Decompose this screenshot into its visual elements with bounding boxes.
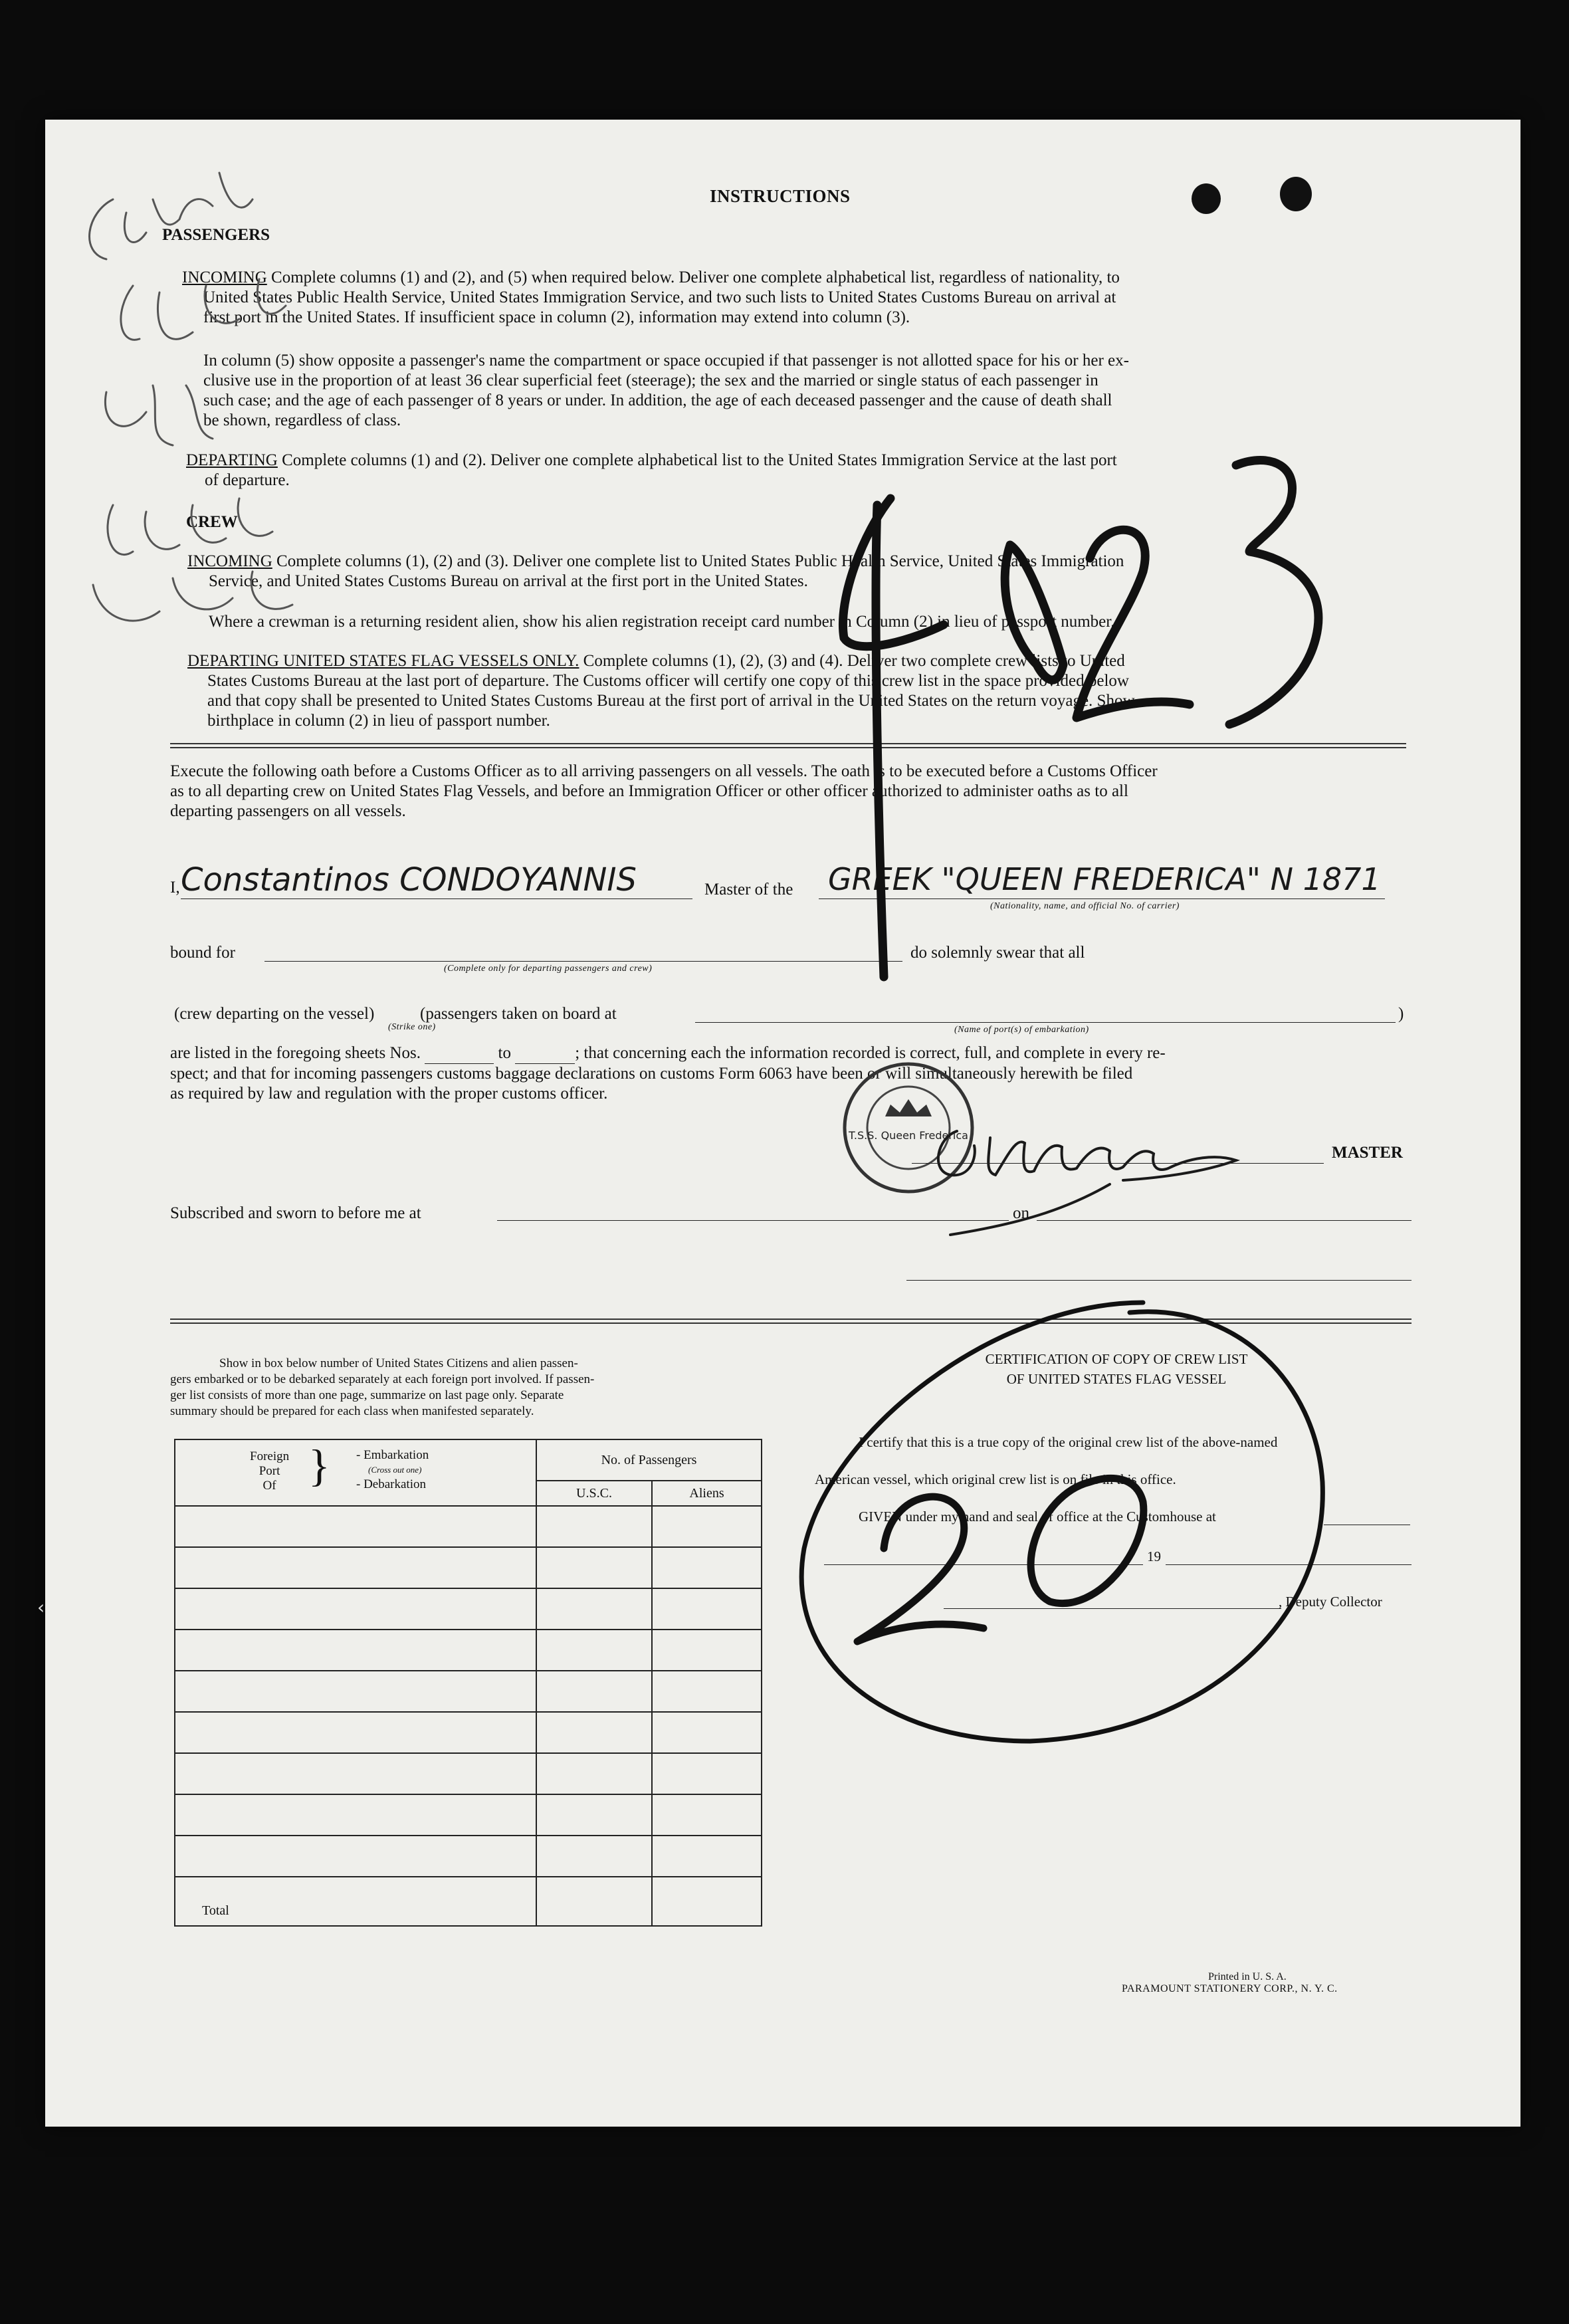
embarkation-option[interactable]: - Embarkation [356,1448,429,1462]
sheets-label: are listed in the foregoing sheets Nos. [170,1044,421,1062]
usc-cell[interactable] [536,1794,652,1836]
divider [170,743,1406,744]
table-row [175,1588,762,1630]
close-paren: ) [1398,1005,1404,1023]
i-label: I, [170,879,180,897]
aliens-cell[interactable] [652,1588,762,1630]
aliens-cell[interactable] [652,1630,762,1671]
text-line: Service, and United States Customs Bureau on arrival at the first port in the United States. [209,572,808,590]
table-row [175,1753,762,1794]
bound-caption: (Complete only for departing passengers and crew) [444,964,653,974]
passengers-taken-option: (passengers taken on board at [420,1005,617,1023]
text-line: Of [262,1479,276,1493]
total-label: Total [175,1877,536,1926]
margin-date-text [37,0,56,11]
text-line: and that copy shall be presented to United States Customs Bureau at the first port of arrival in the United States on the return voyage. Show [207,692,1135,710]
passenger-summary-table [174,1439,762,1927]
aliens-cell[interactable] [652,1794,762,1836]
circled-number-text [24,0,35,11]
sheets-from-field[interactable] [425,1043,494,1064]
table-row [175,1794,762,1836]
aliens-cell[interactable] [652,1671,762,1712]
text-line: Complete columns (1), (2) and (3). Deliver one complete list to United States Public Health Service, United States Immigration [276,552,1124,570]
vessel-line [819,898,1385,899]
text-line: departing passengers on all vessels. [170,802,406,820]
text-line: be shown, regardless of class. [203,411,401,429]
swear-label: do solemnly swear that all [910,944,1085,962]
cross-out-note: (Cross out one) [368,1465,422,1475]
departing-lead: DEPARTING [186,451,278,469]
table-row [175,1671,762,1712]
passengers-incoming-block [182,268,1384,328]
text-line: spect; and that for incoming passengers customs baggage declarations on customs Form 6063 have been or will simultaneously herewith be filed [170,1065,1133,1083]
total-row [175,1877,762,1926]
bound-for-label: bound for [170,944,235,962]
usc-cell[interactable] [536,1506,652,1547]
subscribed-label: Subscribed and sworn to before me at [170,1204,421,1222]
aliens-cell[interactable] [652,1712,762,1753]
usc-total-cell[interactable] [536,1877,652,1926]
sworn-place-line[interactable] [497,1220,1009,1221]
table-row [175,1506,762,1547]
debarkation-option[interactable]: - Debarkation [356,1477,426,1491]
text-line: ; that concerning each the information recorded is correct, full, and complete in every re- [575,1044,1166,1062]
alien-line: Where a crewman is a returning resident alien, show his alien registration receipt card number in Column (2) in lieu of passport number. [209,613,1115,631]
aliens-cell[interactable] [652,1506,762,1547]
cert-line-1: I certify that this is a true copy of the original crew list of the above-named [859,1434,1278,1450]
foreign-port-of [250,1449,289,1493]
usc-cell[interactable] [536,1836,652,1877]
ink-spot [1280,177,1312,211]
text-line: Complete columns (1) and (2), and (5) when required below. Deliver one complete alphabetical list, regardless of nationality, to [271,268,1120,286]
to-label: to [498,1044,511,1062]
crew-heading: CREW [186,513,238,531]
table-row [175,1630,762,1671]
port-cell[interactable] [175,1753,536,1794]
cert-date-line[interactable] [824,1564,1143,1565]
ink-spot [1192,183,1221,214]
usc-cell[interactable] [536,1547,652,1588]
officer-signature-line[interactable] [906,1280,1412,1281]
usc-header: U.S.C. [536,1481,652,1506]
port-cell[interactable] [175,1547,536,1588]
signature-line[interactable] [912,1163,1324,1164]
aliens-cell[interactable] [652,1753,762,1794]
text-line: Complete columns (1), (2), (3) and (4). Deliver two complete crew lists to United [583,652,1125,670]
incoming-lead: INCOMING [182,268,267,286]
usc-cell[interactable] [536,1630,652,1671]
divider [170,1319,1412,1320]
master-of-label: Master of the [704,881,793,898]
text-line: birthplace in column (2) in lieu of passport number. [207,712,550,730]
table-row [175,1547,762,1588]
embark-debark-options [356,1448,429,1492]
passengers-heading: PASSENGERS [162,226,270,244]
brace-icon: } [308,1440,330,1491]
text-line: OF UNITED STATES FLAG VESSEL [1006,1371,1227,1387]
text-line: as to all departing crew on United States Flag Vessels, and before an Immigration Officer or other officer authorized to administer oaths as to all [170,782,1128,800]
port-cell[interactable] [175,1794,536,1836]
crew-incoming-block [187,552,1384,591]
deputy-line[interactable] [944,1608,1281,1609]
port-cell[interactable] [175,1588,536,1630]
text-line: summary should be prepared for each class when manifested separately. [170,1404,534,1418]
text-line: ger list consists of more than one page, summarize on last page only. Separate [170,1388,564,1402]
text-line: as required by law and regulation with the proper customs officer. [170,1085,608,1103]
scanner-edge-arrow-icon: ‹ [37,1596,45,1618]
text-line: of departure. [205,471,290,489]
usc-cell[interactable] [536,1588,652,1630]
divider [170,1322,1412,1324]
printer-label: PARAMOUNT STATIONERY CORP., N. Y. C. [1122,1983,1338,1994]
flag-vessels-block [187,651,1385,731]
crew-departing-option: (crew departing on the vessel) [174,1005,375,1023]
text-line: In column (5) show opposite a passenger's name the compartment or space occupied if that passenger is not allotted space for his or her ex- [203,352,1129,370]
oath-intro [170,762,1406,821]
usc-cell[interactable] [536,1671,652,1712]
column5-block [203,351,1384,431]
strike-caption: (Strike one) [388,1022,436,1032]
aliens-header: Aliens [652,1481,762,1506]
master-name-line [181,898,692,899]
on-label: on [1013,1204,1029,1222]
vessel-field[interactable]: GREEK "QUEEN FREDERICA" N 1871 [828,861,1381,897]
certification-title [930,1349,1303,1389]
port-header-cell [175,1439,536,1506]
text-line: Show in box below number of United States Citizens and alien passen- [219,1356,578,1370]
aliens-total-cell[interactable] [652,1877,762,1926]
usc-cell[interactable] [536,1753,652,1794]
aliens-cell[interactable] [652,1547,762,1588]
no-passengers-header: No. of Passengers [536,1439,762,1481]
text-line: Port [259,1464,280,1478]
aliens-cell[interactable] [652,1836,762,1877]
port-cell[interactable] [175,1506,536,1547]
port-cell[interactable] [175,1671,536,1712]
sworn-date-line[interactable] [1037,1220,1412,1221]
text-line: Complete columns (1) and (2). Deliver one complete alphabetical list to the United States Immigration Service at the last port [282,451,1117,469]
table-row [175,1712,762,1753]
port-cell[interactable] [175,1712,536,1753]
text-line: clusive use in the proportion of at least 36 clear superficial feet (steerage); the sex and the married or single status of each passenger in [203,371,1098,389]
printed-label: Printed in U. S. A. [1208,1971,1287,1982]
port-caption: (Name of port(s) of embarkation) [954,1025,1089,1035]
usc-cell[interactable] [536,1712,652,1753]
oath-body [170,1043,1409,1104]
text-line: first port in the United States. If insufficient space in column (2), information may extend into column (3). [203,308,910,326]
passengers-departing-block [186,451,1384,490]
port-cell[interactable] [175,1836,536,1877]
text-line: CERTIFICATION OF COPY OF CREW LIST [985,1351,1248,1367]
sheets-to-field[interactable] [515,1043,575,1064]
stamp-text: T.S.S. Queen Frederica [849,1129,968,1142]
year-prefix: 19 [1147,1548,1161,1564]
cert-line-2: American vessel, which original crew list is on file in this office. [815,1471,1176,1487]
text-line: Foreign [250,1449,290,1463]
port-cell[interactable] [175,1630,536,1671]
port-line[interactable] [695,1022,1396,1023]
table-row [175,1836,762,1877]
master-label: MASTER [1332,1144,1403,1162]
divider [170,747,1406,748]
instructions-title: INSTRUCTIONS [710,186,851,206]
text-line: gers embarked or to be debarked separately at each foreign port involved. If passen- [170,1372,595,1386]
summary-note [170,1356,768,1420]
text-line: States Customs Bureau at the last port of departure. The Customs officer will certify one copy of this crew list in the space provided below [207,672,1129,690]
bound-for-line[interactable] [264,961,902,962]
text-line: United States Public Health Service, United States Immigration Service, and two such lists to United States Customs Bureau on arrival at [203,288,1116,306]
deputy-collector-label: , Deputy Collector [1279,1594,1382,1610]
text-line: Execute the following oath before a Customs Officer as to all arriving passengers on all vessels. The oath is to be executed before a Customs Officer [170,762,1158,780]
flag-vessels-lead: DEPARTING UNITED STATES FLAG VESSELS ONLY. [187,652,579,670]
master-signature [910,1111,1322,1244]
master-name-field[interactable]: Constantinos CONDOYANNIS [181,861,637,898]
text-line: such case; and the age of each passenger of 8 years or under. In addition, the age of each deceased passenger and the cause of death shall [203,391,1112,409]
cert-year-line[interactable] [1166,1564,1412,1565]
crew-incoming-lead: INCOMING [187,552,272,570]
cert-line-3: GIVEN under my hand and seal of office at the Customhouse at [859,1509,1216,1525]
big-number-text [0,0,21,11]
vessel-caption: (Nationality, name, and official No. of carrier) [990,901,1180,911]
